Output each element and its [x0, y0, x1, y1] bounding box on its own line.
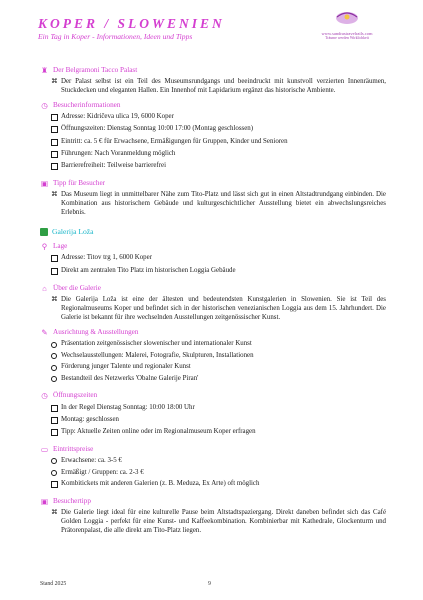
- bus-icon: ▣: [40, 497, 49, 507]
- list-item: Barrierefreiheit: Teilweise barrierefrei: [51, 161, 386, 173]
- logo-mark-icon: [334, 8, 360, 26]
- section-heading: Öffnungszeiten: [53, 391, 98, 400]
- list-item: Ermäßigt / Gruppen: ca. 2-3 €: [51, 468, 386, 480]
- bullet-icon: ⌘: [51, 190, 58, 198]
- section-oeffnung: [40, 391, 386, 400]
- circle-bullet-icon: [51, 353, 57, 359]
- page-subtitle: Ein Tag in Koper - Informationen, Ideen und Tipps: [38, 32, 193, 41]
- section-ausrichtung: [40, 328, 386, 337]
- checkbox-icon: [51, 268, 58, 275]
- section-eintritt: [40, 445, 386, 454]
- checkbox-icon: [51, 139, 58, 146]
- section-heading: Besucherinformationen: [53, 101, 121, 110]
- list-item: Kombitickets mit anderen Galerien (z. B. Meduza, Ex Arte) oft möglich: [51, 479, 386, 491]
- paragraph: ⌘ Das Museum liegt in unmittelbarer Nähe zum Tito-Platz und lässt sich gut in einen Altstadtrundgang einbinden. Die Kombination aus historischem Gebäude und kulturgeschichtlicher Ausstellung bietet ein abwechslungsreiches Erlebnis.: [51, 190, 386, 217]
- list-item: Direkt am zentralen Tito Platz im historischen Loggia Gebäude: [51, 266, 386, 278]
- bus-icon: ▣: [40, 178, 49, 188]
- bullet-icon: ⌘: [51, 78, 58, 86]
- list-item: Adresse: Titov trg 1, 6000 Koper: [51, 253, 386, 265]
- section-heading: Über die Galerie: [53, 283, 101, 292]
- list-item: Bestandteil des Netzwerks 'Obalne Galerije Piran': [51, 374, 386, 386]
- ausrichtung-list: [40, 339, 386, 385]
- page-title: KOPER / SLOWENIEN: [38, 16, 225, 31]
- checkbox-icon: [51, 417, 58, 424]
- paragraph: ⌘ Die Galerija Loža ist eine der ältesten und bedeutendsten Kunstgalerien in Slowenien. Sie ist Teil des Regionalmuseums Koper und befindet sich in der historischen venezianischen Loggia aus dem 15. Jahrhundert. Die Galerie ist bekannt für ihre wechselnden Ausstellungen zeitgenössischer Kunst.: [51, 295, 386, 321]
- checkbox-icon: [51, 429, 58, 436]
- checkbox-icon: [51, 151, 58, 158]
- list-item: Öffnungszeiten: Dienstag Sonntag 10:00 17:00 (Montag geschlossen): [51, 124, 386, 136]
- clock-icon: ◷: [41, 101, 48, 111]
- paragraph: ⌘ Der Palast selbst ist ein Teil des Museumsrundgangs und beeindruckt mit kunstvoll verzierten Innenräumen, Stuckdecken und eleganten Hallen. Ein Innenhof mit Lapidarium ergänzt das historische Ambiente.: [51, 78, 386, 95]
- section-besucher: [40, 101, 386, 110]
- footer-stand: Stand 2025: [40, 581, 67, 587]
- list-item: In der Regel Dienstag Sonntag: 10:00 18:00 Uhr: [51, 403, 386, 415]
- list-item: Montag: geschlossen: [51, 415, 386, 427]
- picture-icon: [40, 228, 48, 236]
- section-tipp: [40, 179, 386, 188]
- clock-icon: ◷: [41, 391, 48, 401]
- section-lage: [40, 242, 386, 251]
- list-item: Adresse: Kidričeva ulica 19, 6000 Koper: [51, 112, 386, 124]
- page-number: 9: [208, 581, 211, 587]
- section-heading: Tipp für Besucher: [53, 178, 106, 187]
- brush-icon: ✎: [41, 327, 48, 337]
- bullet-icon: ⌘: [51, 295, 58, 303]
- checkbox-icon: [51, 126, 58, 133]
- paragraph: ⌘ Die Galerie liegt ideal für eine kulturelle Pause beim Altstadtspaziergang. Direkt daneben befindet sich das Café Golden Loggia - perfekt für eine Kunst- und Kaffeekombination. Kombinierbar mit Kathedrale, Glockenturm und Prätorenpalast, die alle direkt am Tito-Platz liegen.: [51, 509, 386, 535]
- section-besuchertipp: [40, 497, 386, 506]
- section-heading: Ausrichtung & Ausstellungen: [53, 327, 139, 336]
- list-item: Förderung junger Talente und regionaler Kunst: [51, 362, 386, 374]
- checkbox-icon: [51, 255, 58, 262]
- checkbox-icon: [51, 481, 58, 488]
- circle-bullet-icon: [51, 458, 57, 464]
- besucher-list: [40, 112, 386, 172]
- logo-url: www.sandrastravelrails.com: [321, 31, 373, 36]
- circle-bullet-icon: [51, 376, 57, 382]
- eintritt-list: [40, 456, 386, 491]
- circle-bullet-icon: [51, 365, 57, 371]
- museum-icon: ⌂: [42, 283, 47, 293]
- bullet-icon: ⌘: [51, 509, 58, 517]
- oeffnung-list: [40, 403, 386, 439]
- lage-list: [40, 253, 386, 277]
- circle-bullet-icon: [51, 342, 57, 348]
- circle-bullet-icon: [51, 470, 57, 476]
- section-galerija: [40, 227, 386, 236]
- list-item: Erwachsene: ca. 3-5 €: [51, 456, 386, 468]
- checkbox-icon: [51, 114, 58, 121]
- section-heading: Der Belgramoni Tacco Palast: [53, 66, 138, 74]
- section-heading: Lage: [53, 242, 68, 251]
- list-item: Wechselausstellungen: Malerei, Fotografie, Skulpturen, Installationen: [51, 351, 386, 363]
- section-palast: [40, 66, 386, 75]
- section-ueber: [40, 284, 386, 293]
- section-heading: Besuchertipp: [53, 497, 91, 506]
- logo: [307, 8, 387, 48]
- list-item: Führungen: Nach Voranmeldung möglich: [51, 149, 386, 161]
- list-item: Präsentation zeitgenössischer slowenischer und internationaler Kunst: [51, 339, 386, 351]
- list-item: Eintritt: ca. 5 € für Erwachsene, Ermäßigungen für Gruppen, Kinder und Senioren: [51, 137, 386, 149]
- checkbox-icon: [51, 163, 58, 170]
- pin-icon: ⚲: [41, 242, 48, 252]
- content: [40, 66, 386, 536]
- checkbox-icon: [51, 405, 58, 412]
- castle-icon: ♜: [41, 66, 48, 75]
- section-heading: Eintrittspreise: [53, 444, 94, 453]
- logo-tagline: Träume werden Wirklichkeit: [325, 36, 369, 40]
- ticket-icon: ▭: [40, 444, 49, 454]
- list-item: Tipp: Aktuelle Zeiten online oder im Regionalmuseum Koper erfragen: [51, 427, 386, 439]
- main-heading: Galerija Loža: [52, 227, 94, 237]
